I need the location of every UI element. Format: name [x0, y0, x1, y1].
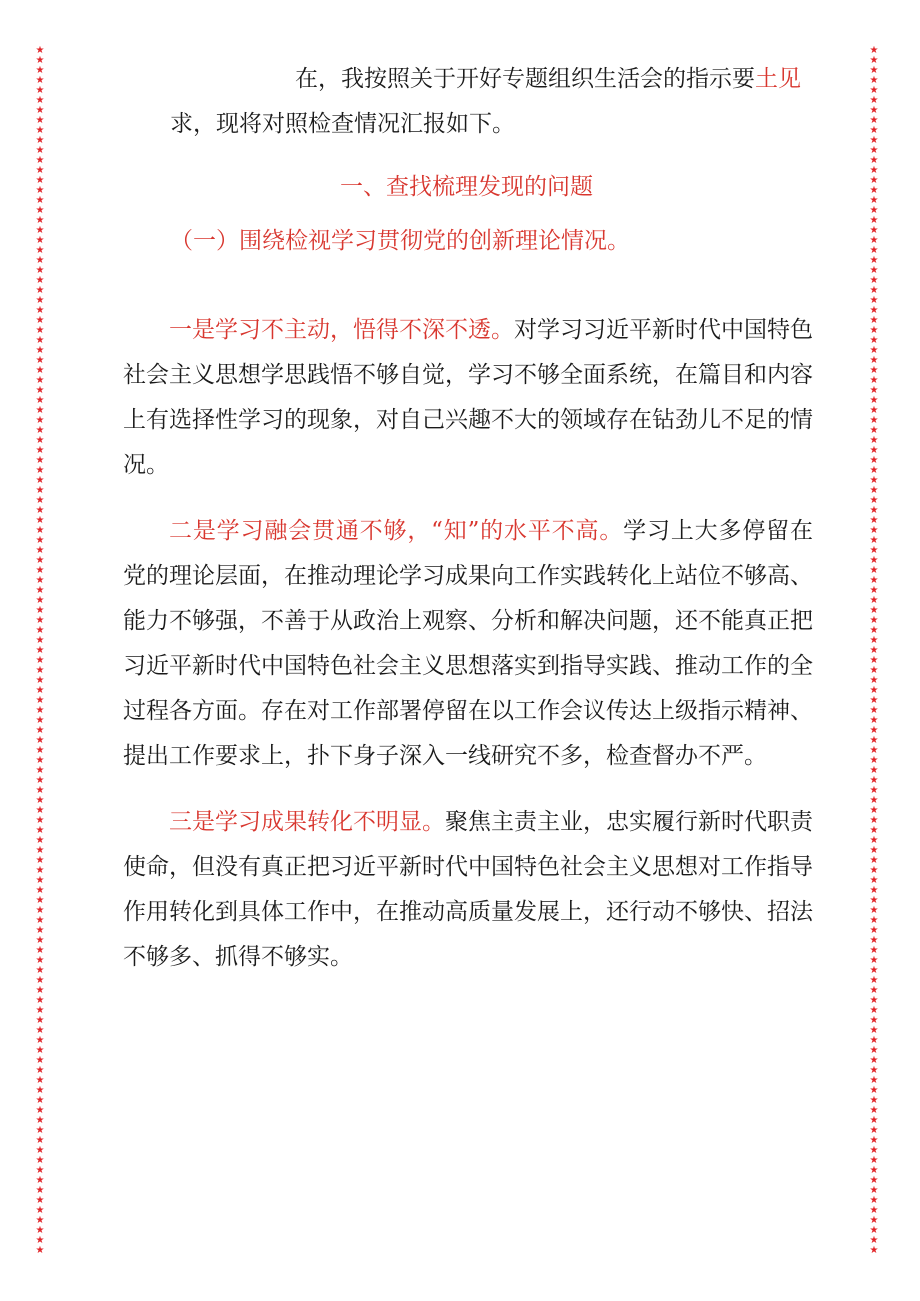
intro-line-1 — [295, 64, 801, 94]
intro-line-2: 求，现将对照检查情况汇报如下。 — [170, 111, 515, 137]
item-1-body: 对学习习近平新时代中国特色社会主义思想学思践悟不够自觉，学习不够全面系统，在篇目和内容上有选择性学习的现象，对自己兴趣不大的领域存在钻劲儿不足的情况。 — [123, 317, 813, 478]
item-paragraph-2 — [123, 509, 813, 779]
item-3-body: 聚焦主责主业，忠实履行新时代职责使命，但没有真正把习近平新时代中国特色社会主义思想对工作指导作用转化到具体工作中，在推动高质量发展上，还行动不够快、招法不够多、抓得不够实。 — [123, 809, 813, 970]
intro-line-1-text: 在，我按照关于开好专题组织生活会的指示要 — [295, 66, 755, 92]
section-heading: 一、查找梳理发现的问题 — [340, 174, 593, 200]
item-2-body: 学习上大多停留在党的理论层面，在推动理论学习成果向工作实践转化上站位不够高、能力不够强，不善于从政治上观察、分析和解决问题，还不能真正把习近平新时代中国特色社会主义思想落实到指导实践、推动工作的全过程各方面。存在对工作部署停留在以工作会议传达上级指示精神、提出工作要求上，扑下身子深入一线研究不多，检查督办不严。 — [123, 518, 813, 769]
item-2-lead: 二是学习融会贯通不够，“知”的水平不高。 — [169, 518, 624, 544]
intro-line-1-red-tail: 土见 — [755, 66, 801, 92]
item-3-lead: 三是学习成果转化不明显。 — [169, 809, 445, 835]
left-star-border: ★ ★ ★ ★ ★ ★ ★ ★ ★ ★ ★ ★ ★ ★ ★ ★ ★ ★ ★ ★ ★ ★ ★ ★ ★ ★ ★ ★ ★ ★ ★ ★ ★ ★ ★ ★ ★ ★ ★ ★ ★ ★ ★ ★ ★ ★ ★ ★ ★ ★ ★ ★ ★ ★ ★ ★ ★ ★ ★ ★ ★ ★ ★ ★ ★ ★ ★ ★ ★ ★ ★ ★ ★ ★ ★ ★ ★ ★ ★ ★ ★ ★ ★ ★ ★ ★ ★ ★ ★ ★ ★ ★ ★ ★ ★ ★ ★ ★ ★ ★ ★ ★ ★ ★ ★ ★ ★ ★ ★ ★ ★ ★ ★ ★ ★ ★ ★ ★ ★ ★ ★ — [35, 46, 45, 1254]
item-paragraph-1 — [123, 308, 813, 488]
subsection-heading: （一）围绕检视学习贯彻党的创新理论情况。 — [170, 228, 630, 254]
item-paragraph-3 — [123, 800, 813, 980]
right-star-border: ★ ★ ★ ★ ★ ★ ★ ★ ★ ★ ★ ★ ★ ★ ★ ★ ★ ★ ★ ★ ★ ★ ★ ★ ★ ★ ★ ★ ★ ★ ★ ★ ★ ★ ★ ★ ★ ★ ★ ★ ★ ★ ★ ★ ★ ★ ★ ★ ★ ★ ★ ★ ★ ★ ★ ★ ★ ★ ★ ★ ★ ★ ★ ★ ★ ★ ★ ★ ★ ★ ★ ★ ★ ★ ★ ★ ★ ★ ★ ★ ★ ★ ★ ★ ★ ★ ★ ★ ★ ★ ★ ★ ★ ★ ★ ★ ★ ★ ★ ★ ★ ★ ★ ★ ★ ★ ★ ★ ★ ★ ★ ★ ★ ★ ★ ★ ★ ★ ★ ★ ★ — [869, 46, 879, 1254]
item-1-lead: 一是学习不主动，悟得不深不透。 — [169, 317, 514, 343]
